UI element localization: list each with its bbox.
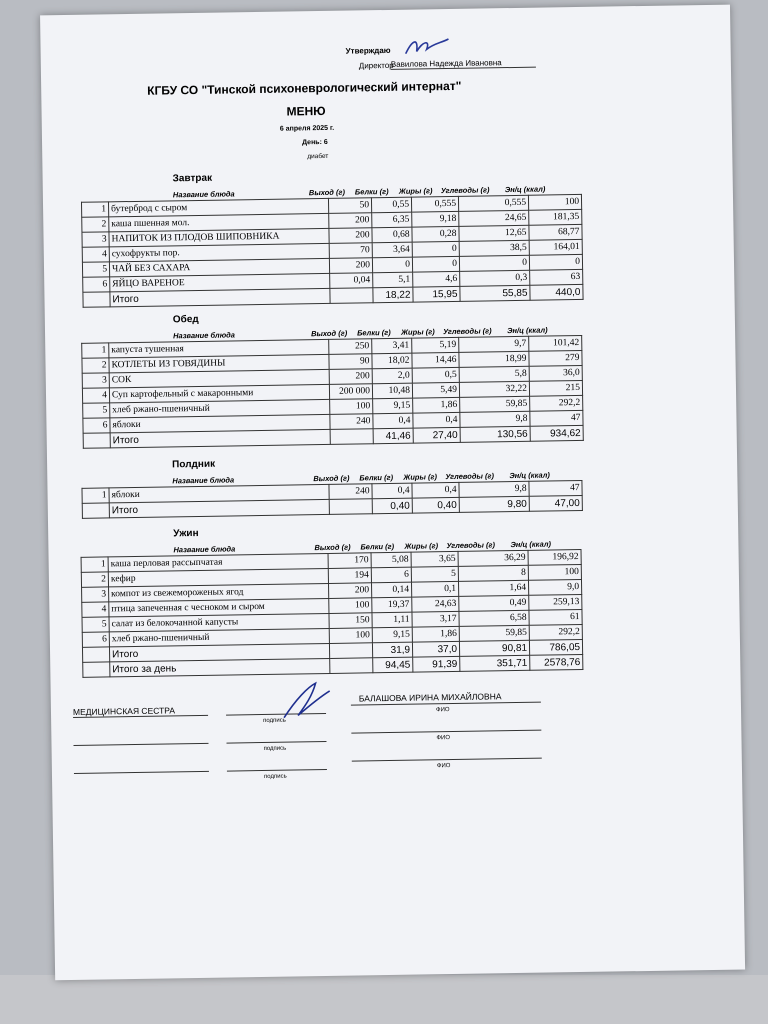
fio-caption: ФИО [435, 707, 450, 714]
table-row: 2 каша пшенная мол. 200 6,35 9,18 24,65 181,35 [82, 209, 582, 232]
col-header-yield: Выход (г) [308, 187, 346, 198]
director-name: Вавилова Надежда Ивановна [391, 58, 536, 70]
menu-document [40, 5, 745, 981]
table-row: 1 яблоки 240 0,4 0,4 9,8 47 [82, 480, 582, 503]
lunch-table [81, 335, 584, 449]
director-label: Директор [358, 60, 394, 71]
col-header-name: Название блюда [172, 189, 235, 200]
table-row: 1 бутерброд с сыром 50 0,55 0,555 0,555 100 [81, 194, 581, 217]
nurse-signature [276, 679, 337, 722]
table-row: 5 салат из белокочанной капусты 150 1,11 3,17 6,58 61 [82, 609, 582, 632]
role-line [74, 743, 209, 746]
section-title-snack: Полдник [172, 458, 216, 471]
approve-label: Утверждаю [345, 45, 391, 56]
col-header-fat: Жиры (г) [400, 327, 435, 337]
col-header-protein: Белки (г) [354, 186, 389, 197]
col-header-fat: Жиры (г) [404, 541, 439, 551]
director-signature [400, 33, 455, 62]
col-header-protein: Белки (г) [359, 472, 394, 483]
col-header-name: Название блюда [173, 544, 236, 555]
col-header-energy: Эн/ц (ккал) [509, 470, 550, 481]
nurse-name: БАЛАШОВА ИРИНА МИХАЙЛОВНА [358, 691, 502, 704]
section-title-breakfast: Завтрак [172, 172, 213, 185]
fio-caption: ФИО [436, 763, 451, 770]
menu-title: МЕНЮ [286, 103, 326, 119]
section-title-dinner: Ужин [173, 527, 199, 540]
col-header-yield: Выход (г) [314, 542, 351, 553]
table-row: 2 КОТЛЕТЫ ИЗ ГОВЯДИНЫ 90 18,02 14,46 18,99 279 [82, 350, 582, 373]
col-header-energy: Эн/ц (ккал) [506, 325, 548, 336]
org-title: КГБУ СО "Тинской психоневрологический интернат" [147, 78, 462, 98]
col-header-carbs: Углеводы (г) [446, 540, 496, 551]
day-total-row: Итого за день 94,45 91,39 351,71 2578,76 [83, 654, 583, 677]
section-title-lunch: Обед [172, 313, 199, 326]
table-row: 6 яблоки 240 0,4 0,4 9,8 47 [83, 410, 583, 433]
total-row: Итого 31,9 37,0 90,81 786,05 [82, 639, 582, 662]
menu-day: День: 6 [302, 138, 328, 147]
col-header-fat: Жиры (г) [403, 472, 438, 482]
table-row: 4 Суп картофельный с макаронными 200 000 10,48 5,49 32,22 215 [82, 380, 582, 403]
fio-caption: ФИО [436, 735, 451, 742]
table-row: 3 СОК 200 2,0 0,5 5,8 36,0 [82, 365, 582, 388]
col-header-fat: Жиры (г) [398, 186, 433, 196]
signature-line [227, 769, 327, 772]
col-header-name: Название блюда [173, 330, 235, 341]
role-line [74, 771, 209, 774]
table-row: 5 хлеб ржано-пшеничный 100 9,15 1,86 59,85 292,2 [83, 395, 583, 418]
table-row: 6 хлеб ржано-пшеничный 100 9,15 1,86 59,85 292,2 [82, 624, 582, 647]
dinner-table [81, 549, 584, 678]
fio-line [352, 758, 542, 762]
total-row: Итого 41,46 27,40 130,56 934,62 [83, 425, 583, 448]
table-row: 4 сухофрукты пор. 70 3,64 0 38,5 164,01 [82, 239, 582, 262]
signature-caption: подпись [263, 717, 286, 725]
total-row: Итого 18,22 15,95 55,85 440,0 [83, 284, 583, 307]
col-header-carbs: Углеводы (г) [440, 185, 490, 196]
col-header-carbs: Углеводы (г) [445, 471, 494, 482]
snack-table [81, 480, 582, 519]
breakfast-table [81, 194, 584, 308]
table-row: 6 ЯЙЦО ВАРЕНОЕ 0,04 5,1 4,6 0,3 63 [83, 269, 583, 292]
table-row: 1 каша перловая рассыпчатая 170 5,08 3,65 36,29 196,92 [81, 549, 581, 572]
col-header-yield: Выход (г) [313, 473, 350, 484]
col-header-protein: Белки (г) [356, 327, 391, 338]
background-surface [0, 975, 768, 1024]
menu-diet: диабет [307, 152, 329, 161]
col-header-protein: Белки (г) [360, 541, 395, 552]
fio-line [351, 730, 541, 734]
nurse-role: МЕДИЦИНСКАЯ СЕСТРА [72, 705, 176, 717]
signature-caption: подпись [263, 745, 287, 752]
table-row: 3 НАПИТОК ИЗ ПЛОДОВ ШИПОВНИКА 200 0,68 0,28 12,65 68,77 [82, 224, 582, 247]
total-row: Итого 0,40 0,40 9,80 47,00 [82, 495, 582, 518]
table-row: 4 птица запеченная с чесноком и сыром 100 19,37 24,63 0,49 259,13 [82, 594, 582, 617]
table-row: 3 компот из свежемороженых ягод 200 0,14 0,1 1,64 9,0 [82, 579, 582, 602]
col-header-name: Название блюда [172, 475, 235, 486]
signature-caption: подпись [263, 773, 287, 780]
signature-line [226, 741, 326, 744]
col-header-yield: Выход (г) [311, 328, 348, 339]
table-row: 2 кефир 194 6 5 8 100 [81, 564, 581, 587]
col-header-energy: Эн/ц (ккал) [510, 539, 552, 550]
menu-date: 6 апреля 2025 г. [279, 124, 335, 133]
table-row: 1 капуста тушенная 250 3,41 5,19 9,7 101,42 [82, 335, 582, 358]
table-row: 5 ЧАЙ БЕЗ САХАРА 200 0 0 0 0 [82, 254, 582, 277]
col-header-energy: Эн/ц (ккал) [504, 184, 546, 195]
col-header-carbs: Углеводы (г) [442, 326, 492, 337]
